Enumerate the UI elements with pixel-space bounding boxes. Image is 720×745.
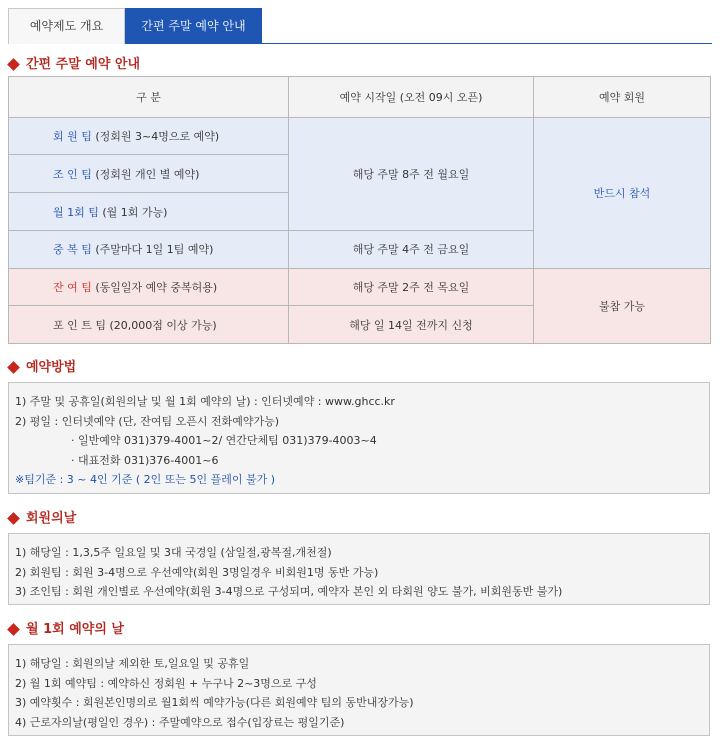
list-item: 3) 조인팀 : 회원 개인별로 우선예약(회원 3-4명으로 구성되며, 예약자 본인 외 타회원 양도 불가, 비회원동반 불가) [15, 585, 563, 598]
table-header-row [9, 77, 711, 118]
list-item: · 대표전화 031)376-4001~6 [71, 453, 219, 467]
list-item: · 일반예약 031)379-4001~2/ 연간단체팀 031)379-4003~4 [71, 434, 377, 447]
section-title-monthly-day [8, 620, 124, 640]
header-category: 구 분 [9, 77, 289, 118]
start-date-4weeks: 해당 주말 4주 전 금요일 [289, 230, 534, 268]
list-item: 2) 회원팀 : 회원 3-4명으로 우선예약(회원 3명일경우 비회원1명 동반 가능) [15, 565, 379, 579]
section-title-text: 간편 주말 예약 안내 [26, 57, 141, 72]
tab-bar [8, 8, 712, 44]
row-duplicate-team: 중 복 팀 (주말마다 1일 1팀 예약) [9, 230, 289, 268]
section-title-simple-weekend [8, 55, 140, 75]
row-member-team: 회 원 팀 (정회원 3~4명으로 예약) [9, 117, 289, 155]
start-date-14days: 해당 일 14일 전까지 신청 [289, 306, 534, 344]
start-date-2weeks: 해당 주말 2주 전 목요일 [289, 268, 534, 306]
list-item: 1) 해당일 : 1,3,5주 일요일 및 3대 국경일 (삼일절,광복절,개천절) [15, 546, 332, 559]
list-item: 3) 예약횟수 : 회원본인명의로 월1회씩 예약가능(다른 회원예약 팀의 동반내장가능) [15, 696, 414, 709]
row-monthly-team: 월 1회 팀 (월 1회 가능) [9, 193, 289, 231]
table-row [9, 117, 711, 155]
member-day-box [8, 533, 710, 605]
diamond-bullet-icon [7, 58, 20, 71]
diamond-bullet-icon [7, 512, 20, 525]
section-title-reservation-method [8, 358, 76, 378]
list-item: 2) 평일 : 인터넷예약 (단, 잔여팀 오픈시 전화예약가능) [15, 414, 280, 428]
row-join-team: 조 인 팀 (정회원 개인 별 예약) [9, 155, 289, 193]
row-remaining-team: 잔 여 팀 (동일일자 예약 중복허용) [9, 268, 289, 306]
section-title-text: 예약방법 [26, 360, 77, 375]
reservation-table [8, 76, 711, 344]
list-item: 4) 근로자의날(평일인 경우) : 주말예약으로 접수(입장료는 평일기준) [15, 715, 345, 729]
list-item: 2) 월 1회 예약팀 : 예약하신 정회원 + 누구나 2~3명으로 구성 [15, 676, 317, 690]
table-row [9, 268, 711, 306]
section-title-text: 회원의날 [26, 511, 77, 526]
team-standard-note: ※팀기준 : 3 ~ 4인 기준 ( 2인 또는 5인 플레이 불가 ) [15, 473, 276, 486]
list-item: 1) 해당일 : 회원의날 제외한 토,일요일 및 공휴일 [15, 657, 250, 670]
start-date-8weeks: 해당 주말 8주 전 월요일 [289, 117, 534, 230]
tab-reservation-overview[interactable]: 예약제도 개요 [8, 8, 125, 44]
monthly-day-box [8, 644, 710, 736]
diamond-bullet-icon [7, 623, 20, 636]
list-item: 1) 주말 및 공휴일(회원의날 및 월 1회 예약의 날) : 인터넷예약 : www.ghcc.kr [15, 395, 395, 408]
row-point-team: 포 인 트 팀 (20,000점 이상 가능) [9, 306, 289, 344]
tab-simple-weekend-reservation[interactable]: 간편 주말 예약 안내 [125, 8, 262, 44]
section-title-member-day [8, 509, 76, 529]
header-start-date: 예약 시작일 (오전 09시 오픈) [289, 77, 534, 118]
diamond-bullet-icon [7, 361, 20, 374]
members-absence-allowed: 불참 가능 [534, 268, 711, 343]
members-must-attend: 반드시 참석 [534, 117, 711, 268]
header-members: 예약 회원 [534, 77, 711, 118]
reservation-method-box [8, 382, 710, 494]
section-title-text: 월 1회 예약의 날 [26, 622, 124, 637]
